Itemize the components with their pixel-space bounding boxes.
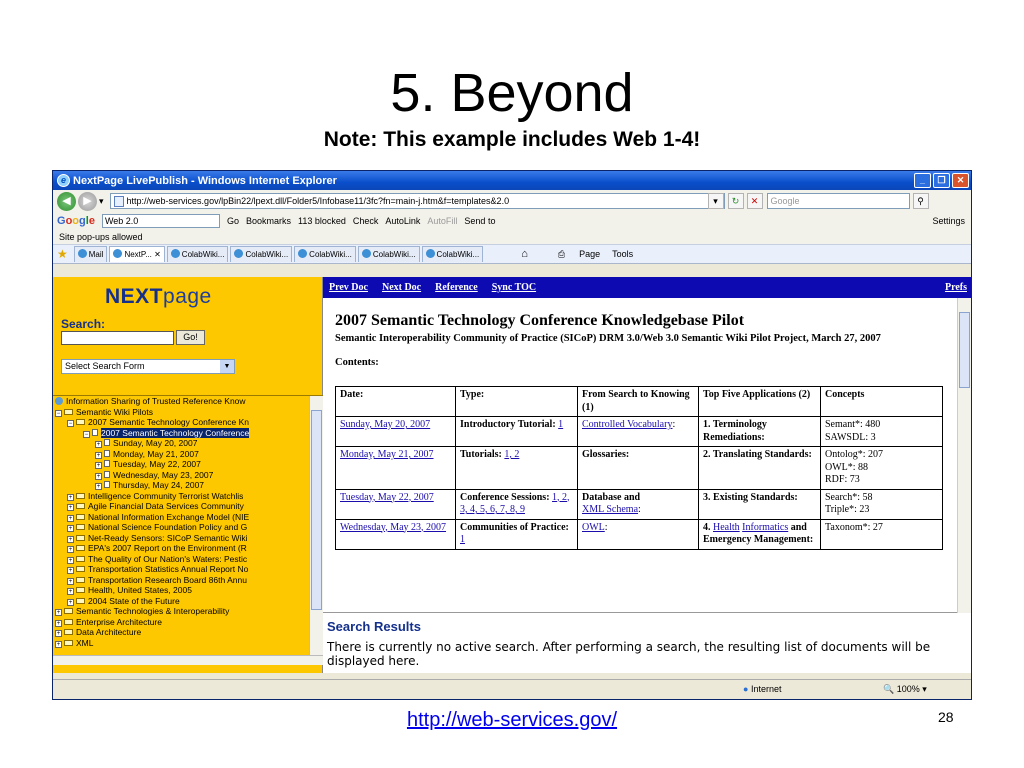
date-link[interactable]: Tuesday, May 22, 2007	[340, 491, 434, 503]
date-cell	[336, 489, 456, 519]
address-dropdown-icon[interactable]: ▾	[708, 193, 724, 209]
document-icon	[104, 471, 110, 478]
col-header: From Search to Knowing (1)	[578, 387, 699, 417]
window-titlebar[interactable]	[53, 171, 971, 190]
folder-icon	[76, 419, 85, 425]
tree-item[interactable]: + Tuesday, May 22, 2007	[96, 459, 201, 469]
tree-item[interactable]: + Agile Financial Data Services Community	[68, 501, 244, 511]
top-cell: 4. Health Informatics and Emergency Management:	[699, 519, 821, 549]
document-icon	[104, 460, 110, 467]
table-row	[336, 519, 943, 549]
google-search-select[interactable]: Web 2.0	[102, 214, 220, 228]
address-bar-row	[53, 190, 971, 212]
page-icon	[114, 196, 124, 207]
date-cell	[336, 519, 456, 549]
print-icon[interactable]: ⎙	[557, 248, 566, 259]
tree-item[interactable]: + Wednesday, May 23, 2007	[96, 469, 214, 480]
tree-item[interactable]: − Semantic Wiki Pilots	[56, 406, 153, 417]
check-button[interactable]: Check	[352, 216, 379, 226]
tree-item[interactable]: + National Science Foundation Policy and G	[68, 522, 248, 532]
expand-icon[interactable]: +	[68, 526, 73, 532]
search-results-text: There is currently no active search. After performing a search, the resulting list of documents will be displayed here.	[327, 640, 931, 668]
chevron-down-icon[interactable]: ▾	[99, 195, 104, 206]
tab-page-icon	[234, 249, 243, 258]
col-header: Concepts	[821, 387, 943, 417]
address-url: http://web-services.gov/lpBin22/lpext.dll/Folder5/Infobase11/3fc?fn=main-j.htm&f=templates&2.0	[126, 196, 510, 206]
tree-item[interactable]: + Intelligence Community Terrorist Watchlis	[68, 490, 244, 501]
from-cell: Controlled Vocabulary:	[578, 417, 699, 447]
expand-icon[interactable]: +	[56, 620, 61, 627]
folder-icon	[76, 577, 85, 583]
popup-status-row	[53, 230, 971, 244]
popup-blocked-button[interactable]: 113 blocked	[297, 216, 346, 226]
document-view	[323, 298, 971, 613]
tab-page-icon	[113, 249, 122, 258]
search-results-panel	[323, 613, 971, 673]
owl-link[interactable]: OWL	[582, 521, 605, 533]
collapse-icon[interactable]: −	[68, 421, 73, 427]
col-header: Type:	[456, 387, 578, 417]
scroll-thumb[interactable]	[311, 410, 322, 610]
document-icon	[92, 429, 98, 436]
informatics-link[interactable]: Informatics	[742, 521, 789, 533]
tree-item[interactable]: − 2007 Semantic Technology Conference	[84, 427, 250, 438]
concepts-cell: Semant*: 480 SAWSDL: 3	[821, 417, 943, 447]
tab-colabwiki[interactable]: ColabWiki...	[294, 246, 356, 262]
tab-mail[interactable]: Mail	[74, 246, 108, 262]
scroll-thumb[interactable]	[959, 312, 970, 388]
home-icon[interactable]: ⌂	[521, 248, 528, 260]
doc-navbar	[323, 277, 971, 298]
tutorial-link[interactable]: 1, 2	[504, 449, 520, 460]
document-scrollbar[interactable]	[957, 298, 971, 613]
expand-icon[interactable]: +	[68, 494, 73, 501]
globe-icon	[55, 397, 63, 405]
tree-item[interactable]: + XML	[56, 637, 94, 648]
nextpage-sidebar	[53, 277, 323, 673]
slide-title: 5. Beyond	[390, 63, 634, 123]
folder-icon	[76, 566, 85, 572]
prefs-link[interactable]: Prefs	[944, 282, 967, 293]
concepts-cell: Taxonom*: 27	[821, 519, 943, 549]
expand-icon[interactable]: +	[56, 631, 61, 637]
expand-icon[interactable]: +	[68, 547, 73, 553]
tools-menu-button[interactable]: Tools	[612, 249, 634, 259]
type-cell: Tutorials: 1, 2	[456, 447, 578, 490]
folder-icon	[64, 619, 73, 625]
nextpage-logo: NEXTpage	[105, 285, 212, 308]
folder-icon	[76, 503, 85, 509]
slide-url-link[interactable]: http://web-services.gov/	[406, 709, 618, 731]
folder-icon	[76, 545, 85, 551]
search-label: Search:	[61, 317, 106, 331]
google-logo: Google	[57, 215, 95, 227]
contents-table	[335, 386, 943, 550]
document-icon	[104, 450, 110, 457]
tree-item[interactable]: + Health, United States, 2005	[68, 585, 192, 595]
search-input[interactable]	[61, 331, 174, 345]
google-go-button[interactable]: Go	[226, 216, 239, 226]
folder-icon	[76, 524, 85, 530]
document-panel	[323, 277, 971, 673]
table-row	[336, 417, 943, 447]
search-results-title: Search Results	[327, 619, 421, 634]
folder-icon	[76, 587, 85, 593]
page-menu-button[interactable]: Page	[579, 249, 601, 259]
tree-item[interactable]: Information Sharing of Trusted Reference Know	[53, 396, 306, 407]
folder-icon	[76, 556, 85, 562]
concepts-cell: Ontolog*: 207 OWL*: 88 RDF: 73	[821, 447, 943, 490]
content-area	[53, 277, 971, 673]
popup-status-text: Site pop-ups allowed	[59, 232, 143, 242]
expand-icon[interactable]: +	[96, 473, 101, 480]
document-subtitle: Semantic Interoperability Community of Practice (SICoP) DRM 3.0/Web 3.0 Semantic Wiki Pilot Project, March 27, 2007	[335, 333, 881, 344]
tab-colabwiki[interactable]: ColabWiki...	[167, 246, 229, 262]
tree-item[interactable]: + Transportation Research Board 86th Annu	[68, 574, 247, 585]
window-title: NextPage LivePublish - Windows Internet Explorer	[73, 174, 337, 187]
table-row	[336, 489, 943, 519]
expand-icon[interactable]: +	[68, 505, 73, 511]
tree-item[interactable]: + 2004 State of the Future	[68, 595, 180, 606]
sync-toc-link[interactable]: Sync TOC	[491, 282, 537, 293]
tree-hscrollbar[interactable]	[53, 655, 323, 665]
tree-item[interactable]: + Semantic Technologies & Interoperability	[56, 606, 230, 616]
go-button[interactable]: Go!	[176, 330, 205, 345]
from-cell: Glossaries:	[578, 447, 699, 490]
expand-icon[interactable]: +	[68, 557, 73, 564]
collapse-icon[interactable]: −	[56, 410, 61, 417]
col-header: Date:	[336, 387, 456, 417]
refresh-icon[interactable]: ↻	[728, 193, 744, 209]
type-cell: Introductory Tutorial: 1	[456, 417, 578, 447]
tree-item[interactable]: − 2007 Semantic Technology Conference Kn	[68, 417, 249, 427]
ie-logo-icon: e	[57, 174, 70, 187]
status-bar	[53, 679, 971, 699]
tab-colabwiki[interactable]: ColabWiki...	[358, 246, 420, 262]
close-icon[interactable]: ✕	[952, 173, 969, 188]
minimize-icon[interactable]: _	[914, 173, 931, 188]
folder-icon	[64, 608, 73, 614]
stop-icon[interactable]: ✕	[747, 193, 763, 209]
expand-icon[interactable]: +	[68, 599, 73, 606]
type-cell: Communities of Practice: 1	[456, 519, 578, 549]
tree-item[interactable]: + Transportation Statistics Annual Report No	[68, 564, 249, 574]
top-cell: 3. Existing Standards:	[699, 489, 821, 519]
slide-number: 28	[938, 709, 954, 725]
xml-schema-link[interactable]: XML Schema	[582, 504, 639, 515]
expand-icon[interactable]: +	[68, 578, 73, 585]
zoom-level[interactable]: 🔍 100% ▾	[883, 684, 927, 694]
favorites-star-icon[interactable]: ★	[57, 247, 68, 261]
tab-colabwiki[interactable]: ColabWiki...	[422, 246, 484, 262]
type-cell: Conference Sessions: 1, 2, 3, 4, 5, 6, 7, 8, 9	[456, 489, 578, 519]
expand-icon[interactable]: +	[56, 610, 61, 616]
tree-item[interactable]: + EPA's 2007 Report on the Environment (R	[68, 543, 247, 553]
date-cell	[336, 447, 456, 490]
bookmarks-button[interactable]: Bookmarks	[245, 216, 291, 226]
tab-page-icon	[78, 249, 87, 258]
expand-icon[interactable]: +	[96, 463, 101, 469]
document-icon	[104, 439, 110, 446]
document-icon	[104, 481, 110, 488]
date-link[interactable]: Wednesday, May 23, 2007	[340, 521, 447, 533]
sendto-button[interactable]: Send to	[464, 216, 496, 226]
browser-window	[52, 170, 972, 700]
health-link[interactable]: Health	[713, 521, 740, 533]
collapse-icon[interactable]: −	[84, 431, 89, 438]
document-title: 2007 Semantic Technology Conference Knowledgebase Pilot	[335, 312, 745, 329]
tutorial-link[interactable]: 1	[558, 419, 564, 430]
tree-item[interactable]: + National Information Exchange Model (NIE	[68, 511, 250, 522]
settings-button[interactable]: Settings	[932, 216, 965, 226]
vocabulary-link[interactable]: Controlled Vocabulary	[582, 419, 673, 430]
globe-icon: ●	[743, 684, 749, 694]
date-link[interactable]: Sunday, May 20, 2007	[340, 419, 431, 430]
top-cell: 2. Translating Standards:	[699, 447, 821, 490]
session-links[interactable]: 1, 2, 3, 4, 5, 6, 7, 8, 9	[460, 491, 570, 515]
back-button[interactable]: ◀	[57, 192, 76, 211]
document-body	[335, 312, 955, 368]
tab-page-icon	[171, 249, 180, 258]
tree-item[interactable]: + Enterprise Architecture	[56, 616, 162, 627]
tab-row	[53, 244, 971, 264]
tab-nextpage[interactable]: NextP... ✕	[109, 246, 164, 262]
col-header: Top Five Applications (2)	[699, 387, 821, 417]
table-header-row	[336, 387, 943, 417]
autolink-button[interactable]: AutoLink	[385, 216, 421, 226]
expand-icon[interactable]: +	[56, 641, 61, 648]
table-row	[336, 447, 943, 490]
tree-scrollbar[interactable]	[309, 396, 323, 665]
date-link[interactable]: Monday, May 21, 2007	[340, 449, 434, 460]
slide-subtitle: Note: This example includes Web 1-4!	[323, 128, 701, 151]
tree-item[interactable]: + Data Architecture	[56, 627, 142, 637]
date-cell	[336, 417, 456, 447]
chevron-down-icon[interactable]: ▼	[220, 360, 234, 373]
expand-icon[interactable]: +	[96, 484, 101, 490]
restore-icon[interactable]: ❐	[933, 173, 950, 188]
tree-item[interactable]: + Sunday, May 20, 2007	[96, 438, 198, 448]
expand-icon[interactable]: +	[68, 536, 73, 543]
folder-icon	[64, 629, 73, 635]
address-input[interactable]	[110, 193, 725, 209]
tab-page-icon	[426, 249, 435, 258]
prev-doc-link[interactable]: Prev Doc	[329, 282, 368, 293]
folder-icon	[76, 535, 85, 541]
expand-icon[interactable]: +	[68, 568, 73, 574]
google-toolbar	[53, 212, 971, 230]
forward-button[interactable]: ▶	[78, 192, 97, 211]
folder-icon	[64, 409, 73, 415]
concepts-cell: Search*: 58 Triple*: 23	[821, 489, 943, 519]
tab-page-icon	[362, 249, 371, 258]
search-icon[interactable]: ⚲	[913, 193, 929, 209]
folder-icon	[76, 598, 85, 604]
expand-icon[interactable]: +	[96, 452, 101, 459]
search-form-select[interactable]: Select Search Form ▼	[61, 359, 235, 374]
autofill-button[interactable]: AutoFill	[427, 216, 458, 226]
folder-icon	[76, 493, 85, 499]
tree-item[interactable]: + Net-Ready Sensors: SICoP Semantic Wiki	[68, 532, 248, 543]
tree-item[interactable]: + The Quality of Our Nation's Waters: Pestic	[68, 553, 248, 564]
expand-icon[interactable]: +	[68, 515, 73, 522]
contents-label: Contents:	[335, 357, 379, 368]
tree-item[interactable]: + Thursday, May 24, 2007	[96, 480, 205, 490]
tree-item[interactable]: + Monday, May 21, 2007	[96, 448, 199, 459]
from-cell: OWL:	[578, 519, 699, 549]
folder-icon	[64, 640, 73, 646]
security-zone: ● Internet	[743, 684, 782, 694]
tab-page-icon	[298, 249, 307, 258]
expand-icon[interactable]: +	[96, 442, 101, 448]
search-input[interactable]: Google	[767, 193, 910, 209]
practice-link[interactable]: 1	[460, 534, 465, 545]
top-cell: 1. Terminology Remediations:	[699, 417, 821, 447]
folder-icon	[76, 514, 85, 520]
reference-link[interactable]: Reference	[435, 282, 478, 293]
next-doc-link[interactable]: Next Doc	[381, 282, 422, 293]
from-cell: Database and XML Schema:	[578, 489, 699, 519]
tab-colabwiki[interactable]: ColabWiki...	[230, 246, 292, 262]
expand-icon[interactable]: +	[68, 589, 73, 595]
toc-tree	[53, 395, 323, 665]
